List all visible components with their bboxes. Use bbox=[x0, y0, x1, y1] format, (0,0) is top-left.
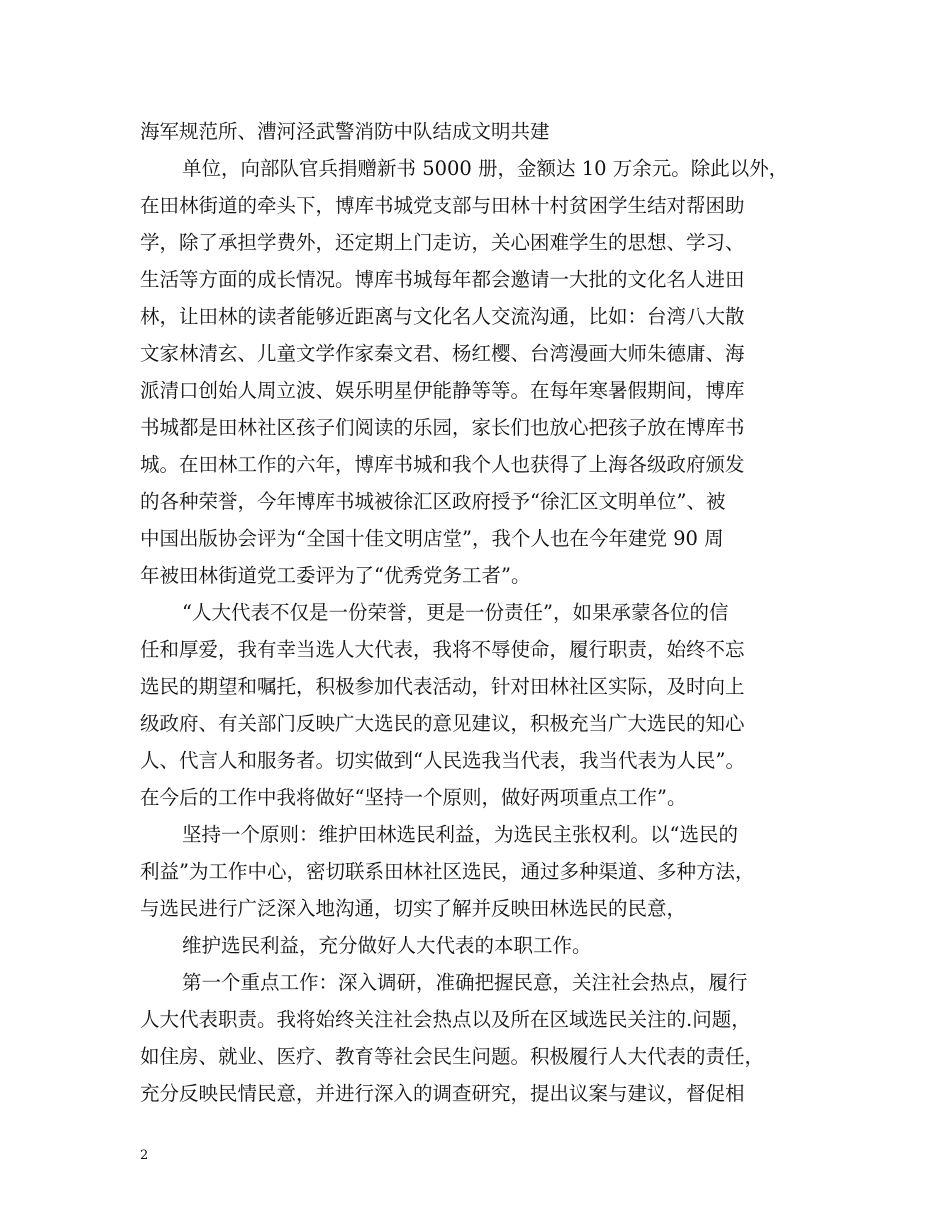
body-text bbox=[140, 113, 828, 1112]
text-line: 的各种荣誉，今年博库书城被徐汇区政府授予“徐汇区文明单位”、被 bbox=[140, 490, 726, 513]
text-line: 林，让田林的读者能够近距离与文化名人交流沟通，比如：台湾八大散 bbox=[140, 305, 745, 328]
text-line: 海军规范所、漕河泾武警消防中队结成文明共建 bbox=[140, 120, 550, 143]
text-line: 利益”为工作中心，密切联系田林社区选民，通过多种渠道、多种方法， bbox=[140, 860, 755, 883]
text-line: 城。在田林工作的六年，博库书城和我个人也获得了上海各级政府颁发 bbox=[140, 453, 745, 476]
text-line: 书城都是田林社区孩子们阅读的乐园，家长们也放心把孩子放在博库书 bbox=[140, 416, 745, 439]
text-line: 学，除了承担学费外，还定期上门走访，关心困难学生的思想、学习、 bbox=[140, 231, 745, 254]
text-line: 在今后的工作中我将做好“坚持一个原则，做好两项重点工作”。 bbox=[140, 786, 687, 809]
text-line: 人大代表职责。我将始终关注社会热点以及所在区域选民关注的.问题， bbox=[140, 1008, 751, 1031]
text-line: “人大代表不仅是一份荣誉，更是一份责任”，如果承蒙各位的信 bbox=[182, 601, 729, 624]
text-line: 如住房、就业、医疗、教育等社会民生问题。积极履行人大代表的责任， bbox=[140, 1045, 765, 1068]
text-line: 第一个重点工作：深入调研，准确把握民意，关注社会热点，履行 bbox=[182, 971, 748, 994]
text-line: 生活等方面的成长情况。博库书城每年都会邀请一大批的文化名人进田 bbox=[140, 268, 745, 291]
text-line: 派清口创始人周立波、娱乐明星伊能静等等。在每年寒暑假期间，博库 bbox=[140, 379, 745, 402]
text-line: 坚持一个原则：维护田林选民利益，为选民主张权利。以“选民的 bbox=[182, 823, 738, 846]
text-line: 与选民进行广泛深入地沟通，切实了解并反映田林选民的民意， bbox=[140, 897, 687, 920]
text-line: 单位，向部队官兵捐赠新书 5000 册，金额达 10 万余元。除此以外， bbox=[182, 157, 789, 180]
text-line: 人、代言人和服务者。切实做到“人民选我当代表，我当代表为人民”。 bbox=[140, 749, 745, 772]
text-line: 维护选民利益，充分做好人大代表的本职工作。 bbox=[182, 934, 592, 957]
text-line: 在田林街道的牵头下，博库书城党支部与田林十村贫困学生结对帮困助 bbox=[140, 194, 745, 217]
text-line: 级政府、有关部门反映广大选民的意见建议，积极充当广大选民的知心 bbox=[140, 712, 745, 735]
text-line: 充分反映民情民意，并进行深入的调查研究，提出议案与建议，督促相 bbox=[140, 1082, 745, 1105]
text-line: 任和厚爱，我有幸当选人大代表，我将不辱使命，履行职责，始终不忘 bbox=[140, 638, 745, 661]
text-line: 文家林清玄、儿童文学作家秦文君、杨红樱、台湾漫画大师朱德庸、海 bbox=[140, 342, 745, 365]
text-line: 选民的期望和嘱托，积极参加代表活动，针对田林社区实际，及时向上 bbox=[140, 675, 745, 698]
text-line: 中国出版协会评为“全国十佳文明店堂”，我个人也在今年建党 90 周 bbox=[140, 527, 724, 550]
text-line: 年被田林街道党工委评为了“优秀党务工者”。 bbox=[140, 564, 531, 587]
page-number: 2 bbox=[140, 1148, 149, 1163]
